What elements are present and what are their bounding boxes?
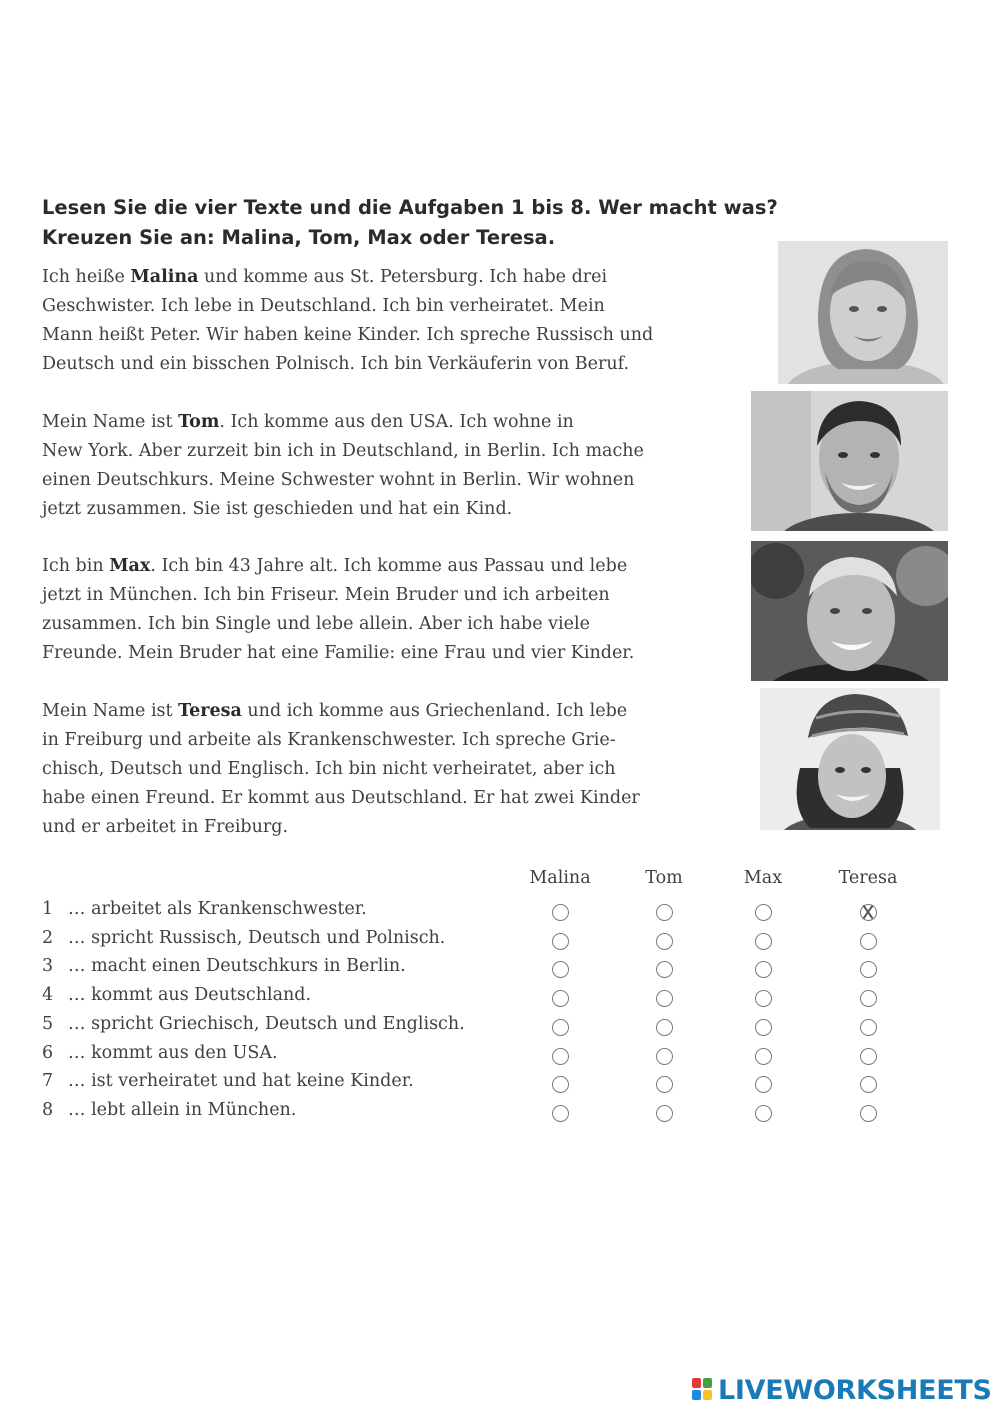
text-line — [42, 466, 732, 495]
text-max — [42, 552, 732, 668]
text-segment: Geschwister. Ich lebe in Deutschland. Ich bin verheiratet. Mein — [42, 296, 605, 316]
quiz-row — [42, 1043, 922, 1071]
question-number: 4 — [42, 985, 54, 1006]
text-segment: Ich heiße — [42, 267, 131, 287]
text-segment: Deutsch und ein bisschen Polnisch. Ich bin Verkäuferin von Beruf. — [42, 354, 630, 374]
text-segment: und komme aus St. Petersburg. Ich habe drei — [198, 267, 608, 287]
photo-teresa — [760, 688, 940, 830]
text-malina — [42, 263, 732, 379]
text-line — [42, 610, 732, 639]
quiz-row — [42, 1071, 922, 1099]
answer-radio-teresa[interactable] — [860, 1105, 877, 1122]
text-segment: und ich komme aus Griechenland. Ich lebe — [241, 701, 628, 721]
question-number: 8 — [42, 1099, 54, 1120]
text-segment: Mein Name ist — [42, 412, 179, 432]
answer-radio-tom[interactable] — [656, 904, 673, 921]
text-teresa — [42, 697, 732, 842]
person-name: Tom — [178, 412, 220, 432]
text-segment: Mann heißt Peter. Wir haben keine Kinder. Ich spreche Russisch und — [42, 325, 654, 345]
answer-radio-tom[interactable] — [656, 1076, 673, 1093]
instruction-line-1: Lesen Sie die vier Texte und die Aufgaben 1 bis 8. Wer macht was? — [42, 196, 778, 219]
answer-radio-max[interactable] — [755, 1105, 772, 1122]
text-segment: habe einen Freund. Er kommt aus Deutschland. Er hat zwei Kinder — [42, 788, 640, 808]
person-name: Teresa — [178, 701, 242, 721]
question-text: … spricht Griechisch, Deutsch und Englisch. — [68, 1013, 465, 1034]
text-line — [42, 437, 732, 466]
answer-radio-max[interactable] — [755, 1076, 772, 1093]
text-line — [42, 639, 732, 668]
photo-tom — [751, 391, 948, 531]
logo-square-4 — [703, 1390, 712, 1400]
question-number: 7 — [42, 1071, 54, 1092]
answer-radio-max[interactable] — [755, 904, 772, 921]
answer-radio-tom[interactable] — [656, 1048, 673, 1065]
question-number: 6 — [42, 1042, 54, 1063]
question-text: … lebt allein in München. — [68, 1099, 297, 1120]
quiz-row — [42, 928, 922, 956]
liveworksheets-branding — [692, 1374, 992, 1406]
answer-radio-tom[interactable] — [656, 1105, 673, 1122]
quiz-row — [42, 899, 922, 927]
text-segment: jetzt zusammen. Sie ist geschieden und hat ein Kind. — [42, 499, 513, 519]
text-segment: und er arbeitet in Freiburg. — [42, 817, 289, 837]
answer-radio-max[interactable] — [755, 1019, 772, 1036]
person-name: Max — [109, 556, 151, 576]
column-header-max: Max — [743, 868, 783, 888]
answer-radio-max[interactable] — [755, 961, 772, 978]
question-text: … kommt aus den USA. — [68, 1042, 278, 1063]
answer-radio-tom[interactable] — [656, 1019, 673, 1036]
answer-radio-malina[interactable] — [552, 961, 569, 978]
text-line — [42, 350, 732, 379]
question-text: … arbeitet als Krankenschwester. — [68, 899, 367, 919]
text-segment: . Ich bin 43 Jahre alt. Ich komme aus Passau und lebe — [150, 556, 628, 576]
answer-radio-teresa[interactable] — [860, 1048, 877, 1065]
text-line — [42, 292, 732, 321]
answer-radio-tom[interactable] — [656, 961, 673, 978]
answer-radio-malina[interactable] — [552, 1105, 569, 1122]
photo-max — [751, 541, 948, 681]
question-text: … ist verheiratet und hat keine Kinder. — [68, 1071, 414, 1092]
answer-radio-max[interactable] — [755, 1048, 772, 1065]
text-segment: jetzt in München. Ich bin Friseur. Mein Bruder und ich arbeiten — [42, 585, 610, 605]
photo-malina — [778, 241, 948, 384]
answer-radio-malina[interactable] — [552, 904, 569, 921]
text-segment: in Freiburg und arbeite als Krankenschwester. Ich spreche Grie- — [42, 730, 616, 750]
answer-radio-malina[interactable] — [552, 1048, 569, 1065]
question-number: 3 — [42, 956, 54, 977]
quiz-row — [42, 985, 922, 1013]
person-name: Malina — [130, 267, 199, 287]
answer-radio-max[interactable] — [755, 933, 772, 950]
text-line — [42, 408, 732, 437]
text-segment: Mein Name ist — [42, 701, 179, 721]
logo-square-1 — [692, 1378, 701, 1388]
text-line — [42, 784, 732, 813]
text-line — [42, 552, 732, 581]
quiz-row — [42, 1014, 922, 1042]
instruction-line-2: Kreuzen Sie an: Malina, Tom, Max oder Teresa. — [42, 226, 556, 249]
logo-square-2 — [703, 1378, 712, 1388]
answer-radio-teresa[interactable] — [860, 990, 877, 1007]
quiz-row — [42, 956, 922, 984]
text-tom — [42, 408, 732, 524]
text-line — [42, 726, 732, 755]
text-segment: . Ich komme aus den USA. Ich wohne in — [219, 412, 574, 432]
answer-radio-malina[interactable] — [552, 1076, 569, 1093]
answer-radio-teresa[interactable] — [860, 904, 877, 921]
text-line — [42, 263, 732, 292]
instruction — [42, 193, 802, 253]
answer-radio-teresa[interactable] — [860, 1019, 877, 1036]
question-number: 2 — [42, 927, 54, 948]
liveworksheets-logo-icon — [692, 1378, 714, 1402]
liveworksheets-text: LIVEWORKSHEETS — [718, 1374, 992, 1406]
answer-radio-tom[interactable] — [656, 933, 673, 950]
answer-radio-teresa[interactable] — [860, 961, 877, 978]
text-line — [42, 755, 732, 784]
question-text: … macht einen Deutschkurs in Berlin. — [68, 956, 406, 977]
text-segment: Ich bin — [42, 556, 110, 576]
answer-radio-teresa[interactable] — [860, 933, 877, 950]
answer-radio-max[interactable] — [755, 990, 772, 1007]
text-segment: Freunde. Mein Bruder hat eine Familie: eine Frau und vier Kinder. — [42, 643, 635, 663]
column-header-tom: Tom — [645, 868, 683, 888]
text-line — [42, 813, 732, 842]
text-segment: einen Deutschkurs. Meine Schwester wohnt in Berlin. Wir wohnen — [42, 470, 635, 490]
answer-radio-malina[interactable] — [552, 933, 569, 950]
answer-radio-malina[interactable] — [552, 990, 569, 1007]
text-line — [42, 495, 732, 524]
question-text: … spricht Russisch, Deutsch und Polnisch. — [68, 927, 446, 948]
text-line — [42, 321, 732, 350]
question-text: … kommt aus Deutschland. — [68, 985, 312, 1006]
question-number: 5 — [42, 1013, 54, 1034]
answer-radio-tom[interactable] — [656, 990, 673, 1007]
answer-radio-teresa[interactable] — [860, 1076, 877, 1093]
answer-radio-malina[interactable] — [552, 1019, 569, 1036]
text-line — [42, 581, 732, 610]
question-number: 1 — [42, 899, 54, 919]
logo-square-3 — [692, 1390, 701, 1400]
quiz-row — [42, 1100, 922, 1128]
text-segment: New York. Aber zurzeit bin ich in Deutschland, in Berlin. Ich mache — [42, 441, 644, 461]
text-line — [42, 697, 732, 726]
text-segment: zusammen. Ich bin Single und lebe allein. Aber ich habe viele — [42, 614, 590, 634]
column-header-malina: Malina — [529, 868, 591, 888]
text-segment: chisch, Deutsch und Englisch. Ich bin nicht verheiratet, aber ich — [42, 759, 616, 779]
column-header-teresa: Teresa — [838, 868, 898, 888]
